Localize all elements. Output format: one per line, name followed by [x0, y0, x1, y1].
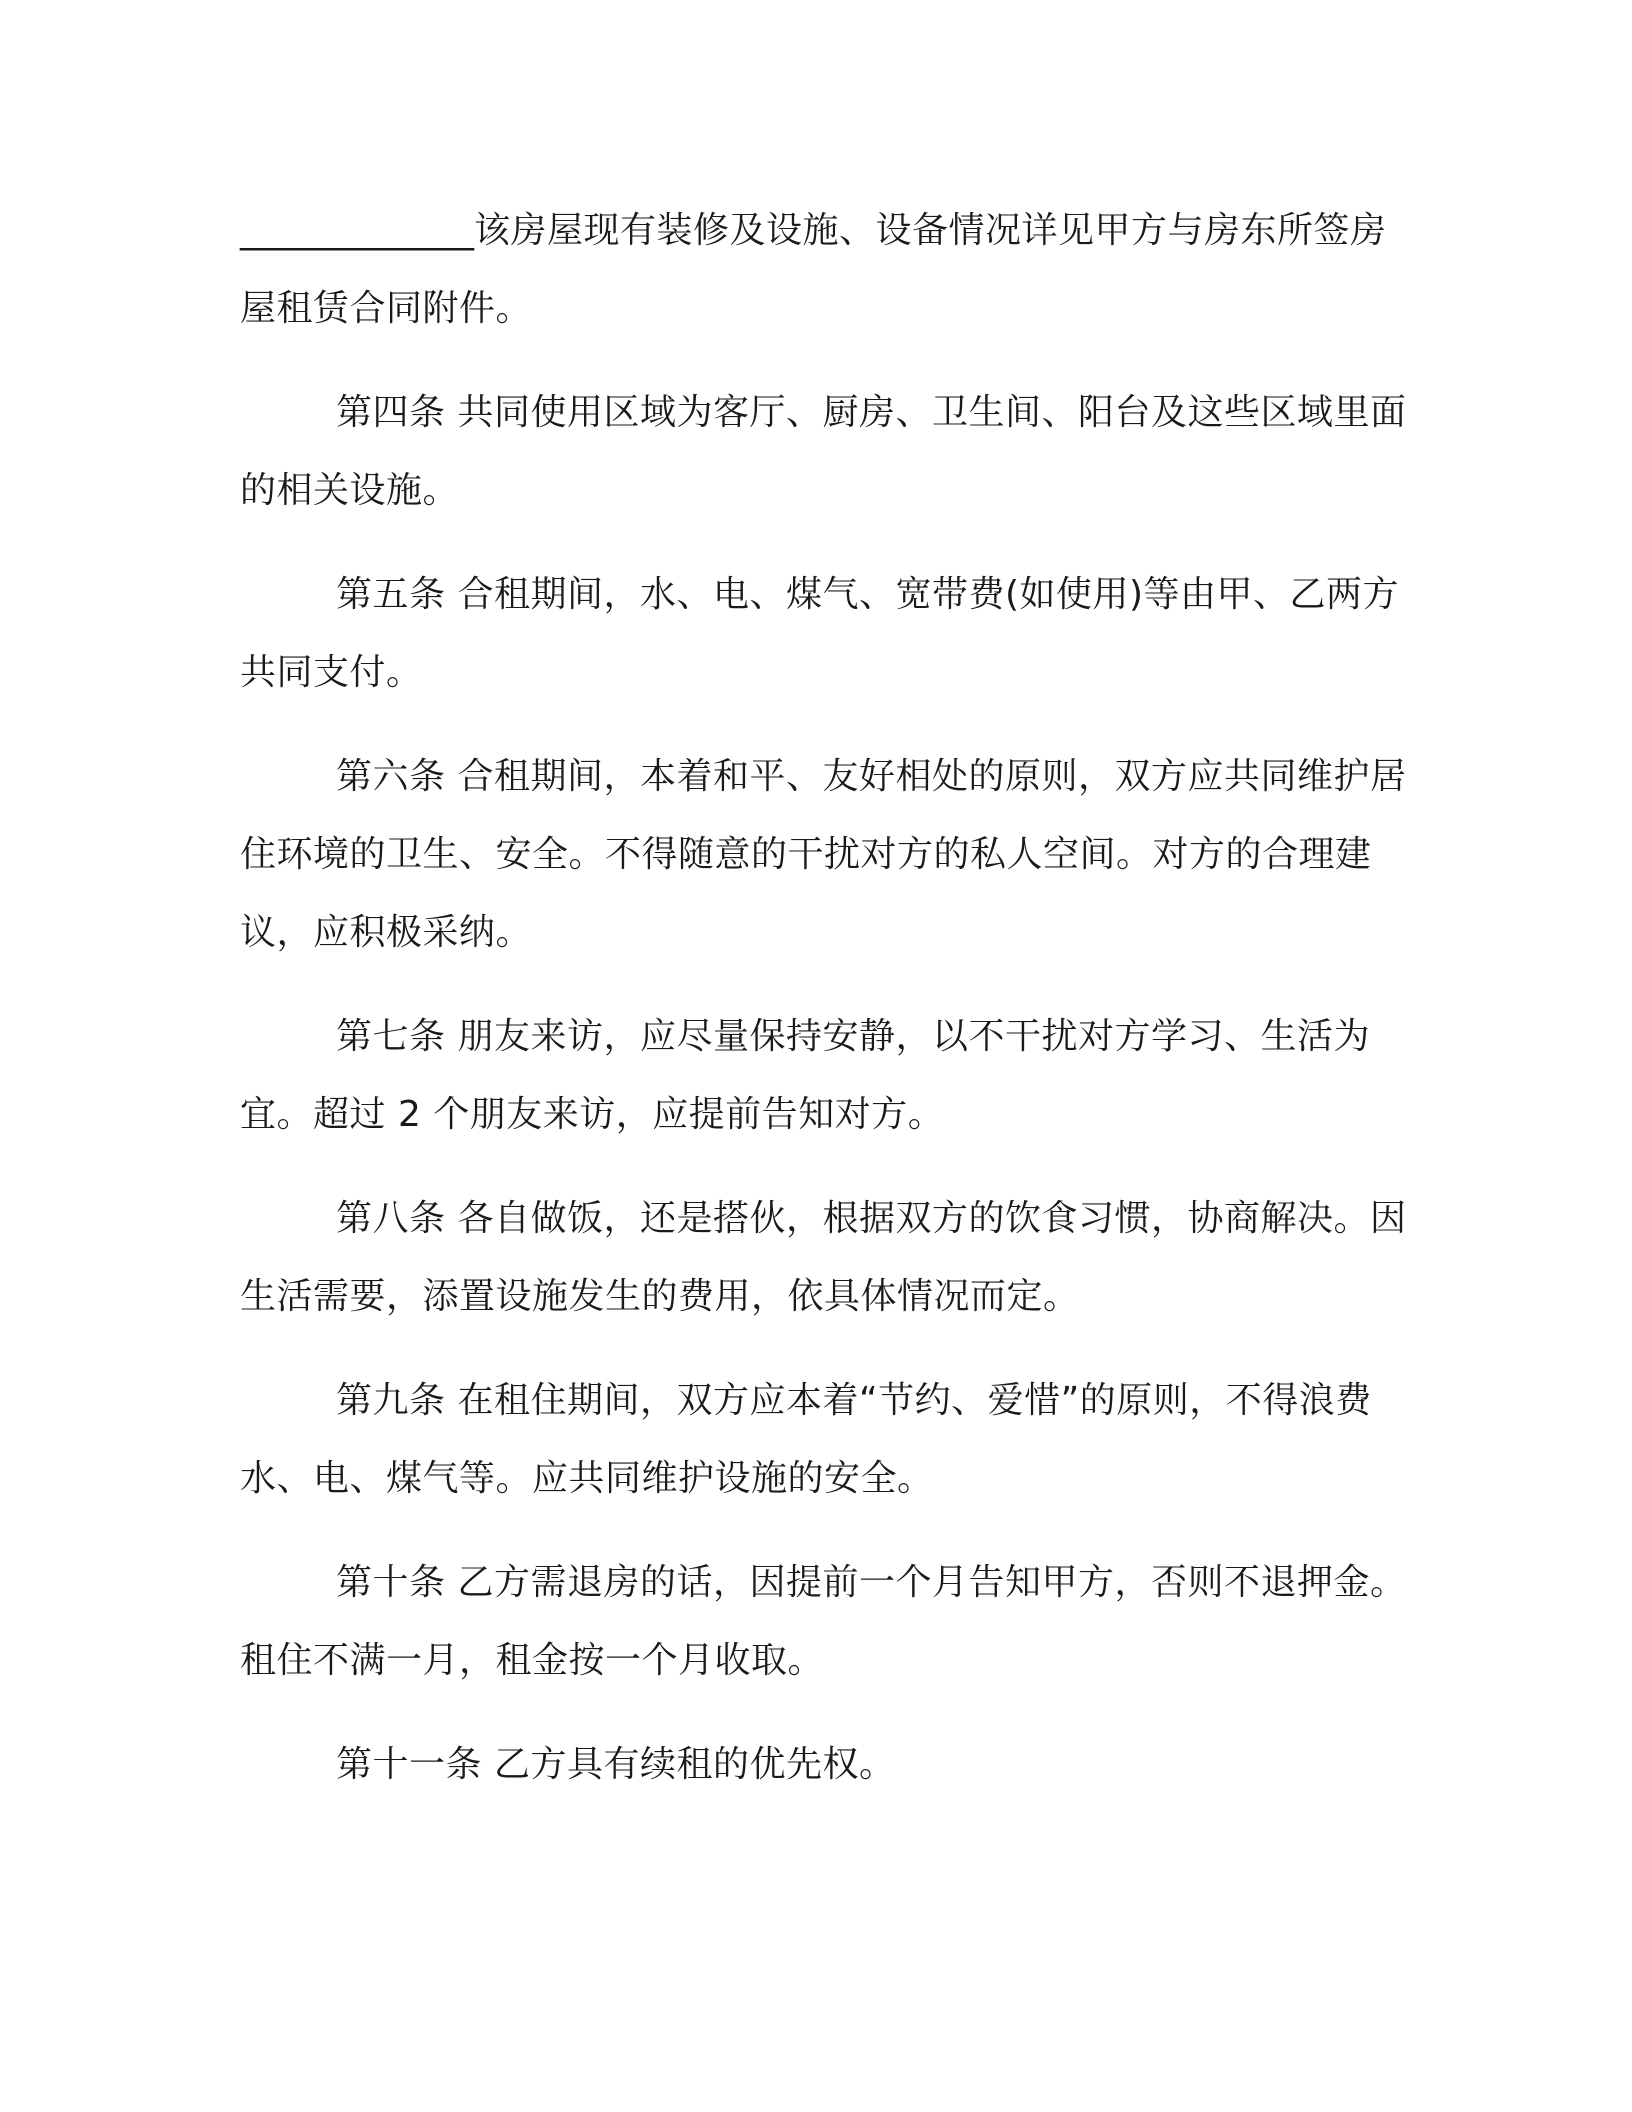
document-body: [240, 192, 1420, 1830]
article-10: 第十条 乙方需退房的话，因提前一个月告知甲方，否则不退押金。租住不满一月，租金按一个月收取。: [240, 1562, 1407, 1681]
paragraph-intro: [240, 192, 1420, 348]
article-9: 第九条 在租住期间，双方应本着“节约、爱惜”的原则，不得浪费水、电、煤气等。应共同维护设施的安全。: [240, 1380, 1372, 1499]
article-7: 第七条 朋友来访，应尽量保持安静，以不干扰对方学习、生活为宜。超过 2 个朋友来访，应提前告知对方。: [240, 1016, 1370, 1135]
article-5: 第五条 合租期间，水、电、煤气、宽带费(如使用)等由甲、乙两方共同支付。: [240, 574, 1400, 693]
article-11: 第十一条 乙方具有续租的优先权。: [336, 1744, 896, 1785]
article-8: 第八条 各自做饭，还是搭伙，根据双方的饮食习惯，协商解决。因生活需要，添置设施发生的费用，依具体情况而定。: [240, 1198, 1407, 1317]
article-4: 第四条 共同使用区域为客厅、厨房、卫生间、阳台及这些区域里面的相关设施。: [240, 392, 1407, 511]
paragraph-intro-text: 该房屋现有装修及设施、设备情况详见甲方与房东所签房屋租赁合同附件。: [240, 210, 1387, 329]
article-6: 第六条 合租期间，本着和平、友好相处的原则，双方应共同维护居住环境的卫生、安全。不得随意的干扰对方的私人空间。对方的合理建议，应积极采纳。: [240, 756, 1407, 953]
fill-in-blank: _____________: [240, 210, 474, 251]
